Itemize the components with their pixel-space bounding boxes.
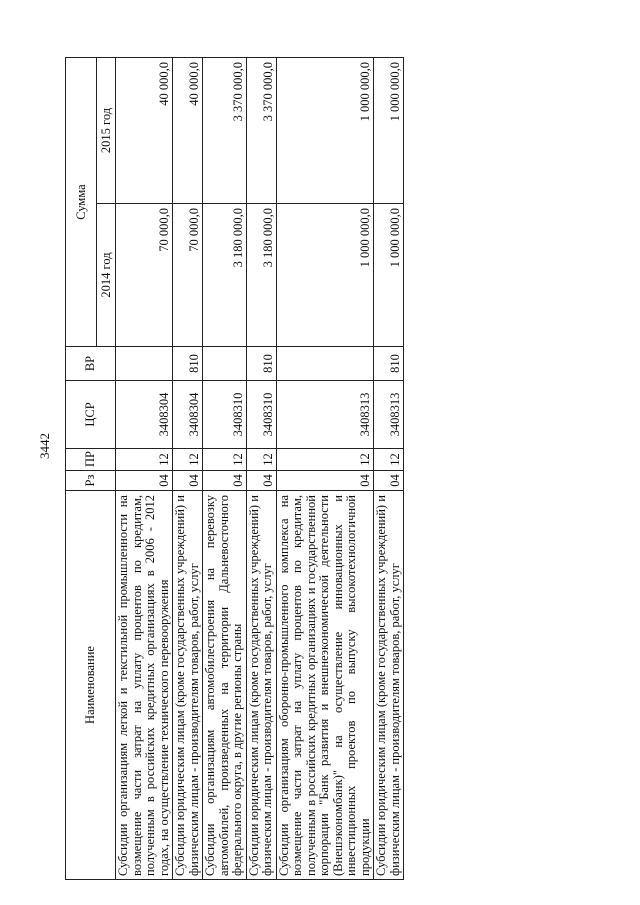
row-sum-2015: 40 000,0 (173, 58, 203, 204)
row-vr: 810 (173, 347, 203, 381)
header-csr: ЦСР (66, 381, 116, 449)
row-rz: 04 (246, 471, 276, 491)
row-rz: 04 (374, 471, 404, 491)
row-rz: 04 (173, 471, 203, 491)
header-pr: ПР (66, 449, 116, 471)
row-csr: 3408313 (276, 381, 374, 449)
row-sum-2014: 1 000 000,0 (276, 204, 374, 347)
row-rz: 04 (276, 471, 374, 491)
table-row (374, 58, 404, 880)
page-number: 3442 (37, 433, 52, 459)
row-rz: 04 (203, 471, 247, 491)
row-vr (203, 347, 247, 381)
row-sum-2014: 3 180 000,0 (203, 204, 247, 347)
table-row (203, 58, 247, 880)
row-name: Субсидии организациям легкой и текстильной промышленности на возмещение части затрат на уплату процентов по кредитам, полученным в российских кредитных организациях в 2006 - 2012 годах, на осуществление технического перевооружения (116, 491, 173, 880)
row-pr: 12 (276, 449, 374, 471)
row-sum-2014: 3 180 000,0 (246, 204, 276, 347)
rotated-page (65, 20, 605, 880)
header-year-2014: 2014 год (97, 204, 116, 347)
row-csr: 3408304 (173, 381, 203, 449)
table-row (116, 58, 173, 880)
row-csr: 3408313 (374, 381, 404, 449)
row-name: Субсидии организациям автомобилестроения на перевозку автомобилей, произведенных на территории Дальневосточного федерального округа, в другие регионы страны (203, 491, 247, 880)
row-sum-2014: 70 000,0 (173, 204, 203, 347)
header-name: Наименование (66, 491, 116, 880)
header-year-2015: 2015 год (97, 58, 116, 204)
row-sum-2014: 1 000 000,0 (374, 204, 404, 347)
header-row (66, 58, 97, 880)
row-sum-2015: 3 370 000,0 (203, 58, 247, 204)
row-pr: 12 (203, 449, 247, 471)
row-csr: 3408304 (116, 381, 173, 449)
row-pr: 12 (173, 449, 203, 471)
table-row (276, 58, 374, 880)
row-pr: 12 (246, 449, 276, 471)
budget-table (65, 57, 404, 880)
header-rz: Рз (66, 471, 116, 491)
row-sum-2015: 1 000 000,0 (276, 58, 374, 204)
row-csr: 3408310 (246, 381, 276, 449)
row-name: Субсидии юридическим лицам (кроме государственных учреждений) и физическим лицам - производителям товаров, работ, услуг (246, 491, 276, 880)
row-sum-2015: 40 000,0 (116, 58, 173, 204)
row-vr: 810 (374, 347, 404, 381)
row-rz: 04 (116, 471, 173, 491)
row-sum-2014: 70 000,0 (116, 204, 173, 347)
row-vr: 810 (246, 347, 276, 381)
table-row (246, 58, 276, 880)
header-vr: ВР (66, 347, 116, 381)
row-vr (276, 347, 374, 381)
row-name: Субсидии юридическим лицам (кроме государственных учреждений) и физическим лицам - производителям товаров, работ, услуг (374, 491, 404, 880)
row-csr: 3408310 (203, 381, 247, 449)
table-row (173, 58, 203, 880)
row-pr: 12 (116, 449, 173, 471)
row-pr: 12 (374, 449, 404, 471)
row-name: Субсидии юридическим лицам (кроме государственных учреждений) и физическим лицам - производителям товаров, работ, услуг (173, 491, 203, 880)
row-name: Субсидии организациям оборонно-промышленного комплекса на возмещение части затрат на уплату процентов по кредитам, полученным в российских кредитных организациях и государственной корпорации "Банк развития и внешнеэкономической деятельности (Внешэкономбанк)" на осуществление инновационных и инвестиционных проектов по выпуску высокотехнологичной продукции (276, 491, 374, 880)
row-vr (116, 347, 173, 381)
row-sum-2015: 3 370 000,0 (246, 58, 276, 204)
header-sum: Сумма (66, 58, 97, 347)
row-sum-2015: 1 000 000,0 (374, 58, 404, 204)
